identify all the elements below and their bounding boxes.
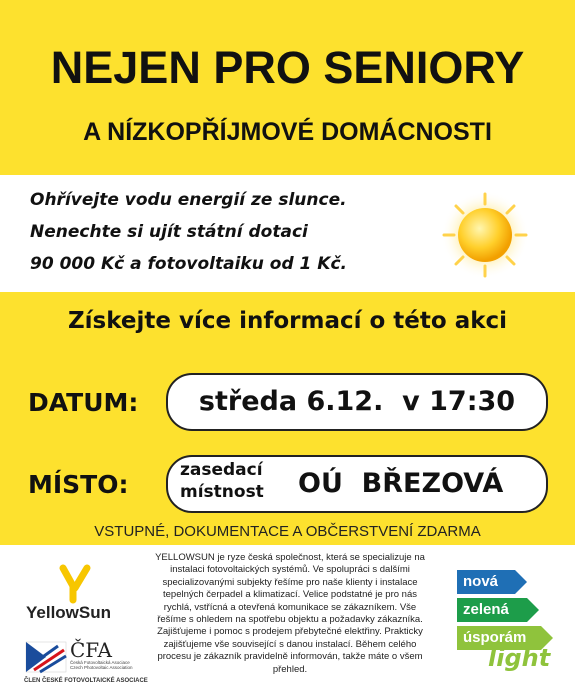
page-subtitle: A NÍZKOPŘÍJMOVÉ DOMÁCNOSTI <box>83 118 492 146</box>
place-room <box>180 459 264 503</box>
cfa-logo-subtitle <box>70 660 142 670</box>
place-label: MÍSTO: <box>28 470 129 499</box>
cfa-subtitle-cz: Česká Fotovoltaická Asociace <box>70 660 130 665</box>
date-box <box>166 373 548 431</box>
free-entry-note: VSTUPNÉ, DOKUMENTACE A OBČERSTVENÍ ZDARMA <box>94 523 481 540</box>
place-room-line-1: zasedací <box>180 460 263 480</box>
cfa-subtitle-en: Czech Photovoltaic Association <box>70 665 133 670</box>
intro-line-1: Ohřívejte vodu energií ze slunce. <box>30 190 347 210</box>
company-description: YELLOWSUN je ryze česká společnost, která se specializuje na instalaci fotovoltaických systémů. Ve spolupráci s dalšími specializovanými subjekty řešíme pro naše klienty i instalace tepelných čerpadel a klimatizací. Velice podstatné je pro nás rychlá, vstřícná a otevřená komunikace se zákazníkem. Vše řešíme s ohledem na spotřebu objektu a požadavky zákazníka. Zajišťujeme i pomoc s prodejem přebytečné elektřiny. Prakticky zajišťujeme vše související s danou instalací. Během celého procesu je zákazník pravidelně informován, takže máte o všem přehled. <box>155 552 425 675</box>
usporam-label: úsporám <box>463 629 527 646</box>
place-value: OÚ BŘEZOVÁ <box>298 468 504 499</box>
cfa-member-text: ČLEN ČESKÉ FOTOVOLTAICKÉ ASOCIACE <box>24 678 148 684</box>
page-title: NEJEN PRO SENIORY <box>50 42 525 93</box>
cta-heading: Získejte více informací o této akci <box>67 308 508 334</box>
date-value: středa 6.12. v 17:30 <box>198 386 516 417</box>
intro-line-3: 90 000 Kč a fotovoltaiku od 1 Kč. <box>30 254 347 274</box>
zelena-label: zelená <box>463 601 509 618</box>
light-label: light <box>488 644 551 672</box>
sun-icon <box>440 190 530 280</box>
cfa-logo-name: ČFA <box>70 638 112 662</box>
date-label: DATUM: <box>28 388 139 417</box>
yellowsun-logo-text: YellowSun <box>26 603 112 622</box>
intro-line-2: Nenechte si ujít státní dotaci <box>30 222 308 242</box>
place-box <box>166 455 548 513</box>
place-room-line-2: místnost <box>180 482 264 502</box>
nova-label: nová <box>463 573 499 590</box>
